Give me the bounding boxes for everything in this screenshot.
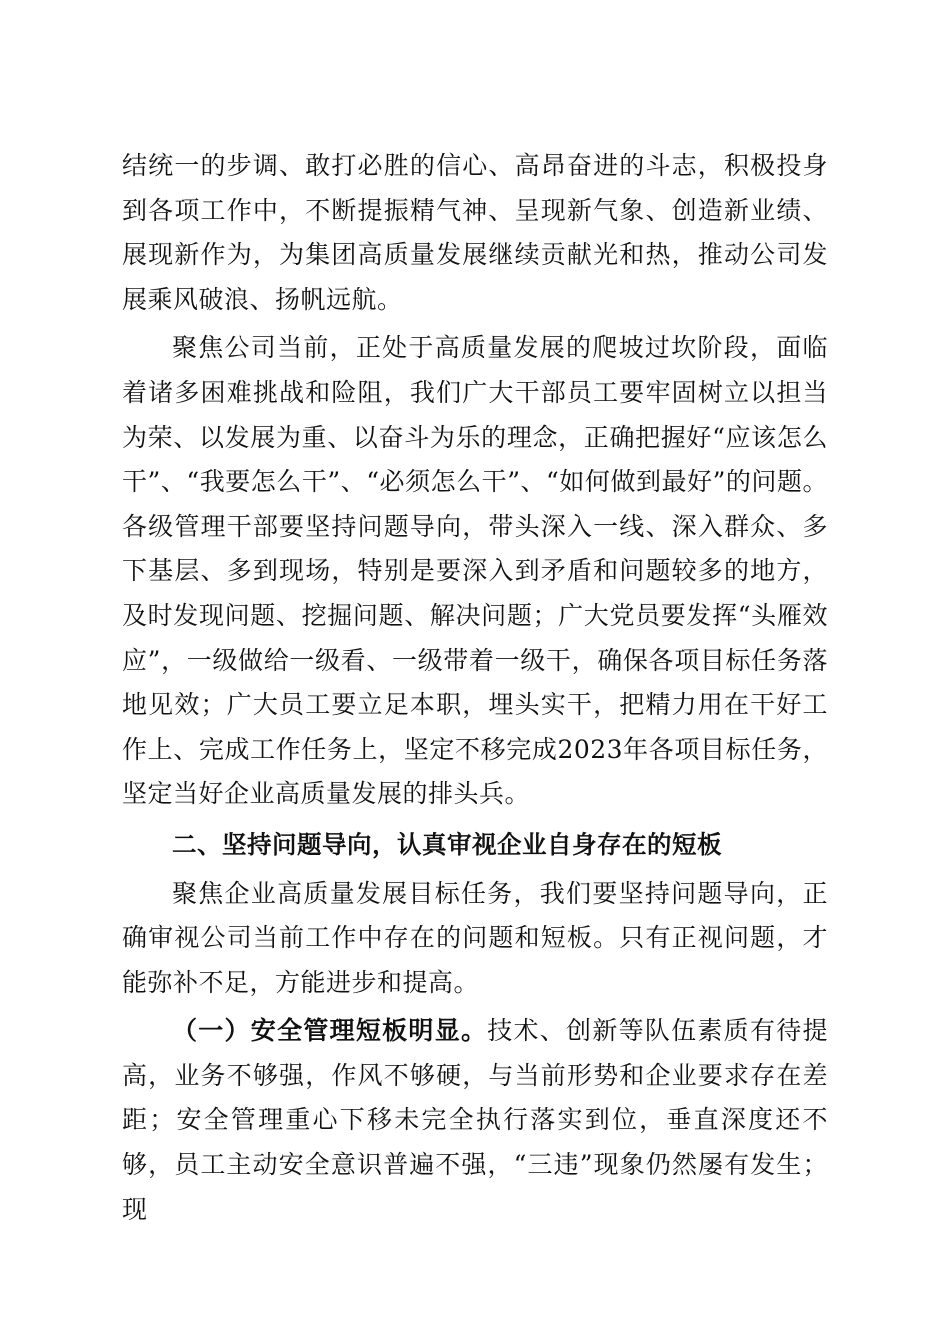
sub-heading-safety: （一）安全管理短板明显。 bbox=[172, 1016, 488, 1046]
paragraph-safety-text: 技术、创新等队伍素质有待提高，业务不够强，作风不够硬，与当前形势和企业要求存在差距；安全管理重心下移未完全执行落实到位，垂直深度还不够，员工主动安全意识普遍不强，“三违”现象仍然屡有发生；现 bbox=[122, 1016, 828, 1224]
paragraph-problems: 聚焦企业高质量发展目标任务，我们要坚持问题导向，正确审视公司当前工作中存在的问题和短板。只有正视问题，才能弥补不足，方能进步和提高。 bbox=[122, 878, 828, 997]
paragraph-safety bbox=[122, 1009, 828, 1232]
paragraph-continuation: 结统一的步调、敢打必胜的信心、高昂奋进的斗志，积极投身到各项工作中，不断提振精气神、呈现新气象、创造新业绩、展现新作为，为集团高质量发展继续贡献光和热，推动公司发展乘风破浪、扬帆远航。 bbox=[122, 151, 828, 314]
document-body bbox=[122, 144, 828, 1232]
section-heading-2: 二、坚持问题导向，认真审视企业自身存在的短板 bbox=[172, 829, 722, 859]
paragraph-focus-company: 聚焦公司当前，正处于高质量发展的爬坡过坎阶段，面临着诸多困难挑战和险阻，我们广大干部员工要牢固树立以担当为荣、以发展为重、以奋斗为乐的理念，正确把握好“应该怎么干”、“我要怎么干”、“必须怎么干”、“如何做到最好”的问题。各级管理干部要坚持问题导向，带头深入一线、深入群众、多下基层、多到现场，特别是要深入到矛盾和问题较多的地方，及时发现问题、挖掘问题、解决问题；广大党员要发挥“头雁效应”，一级做给一级看、一级带着一级干，确保各项目标任务落地见效；广大员工要立足本职，埋头实干，把精力用在干好工作上、完成工作任务上，坚定不移完成2023年各项目标任务，坚定当好企业高质量发展的排头兵。 bbox=[122, 333, 828, 809]
